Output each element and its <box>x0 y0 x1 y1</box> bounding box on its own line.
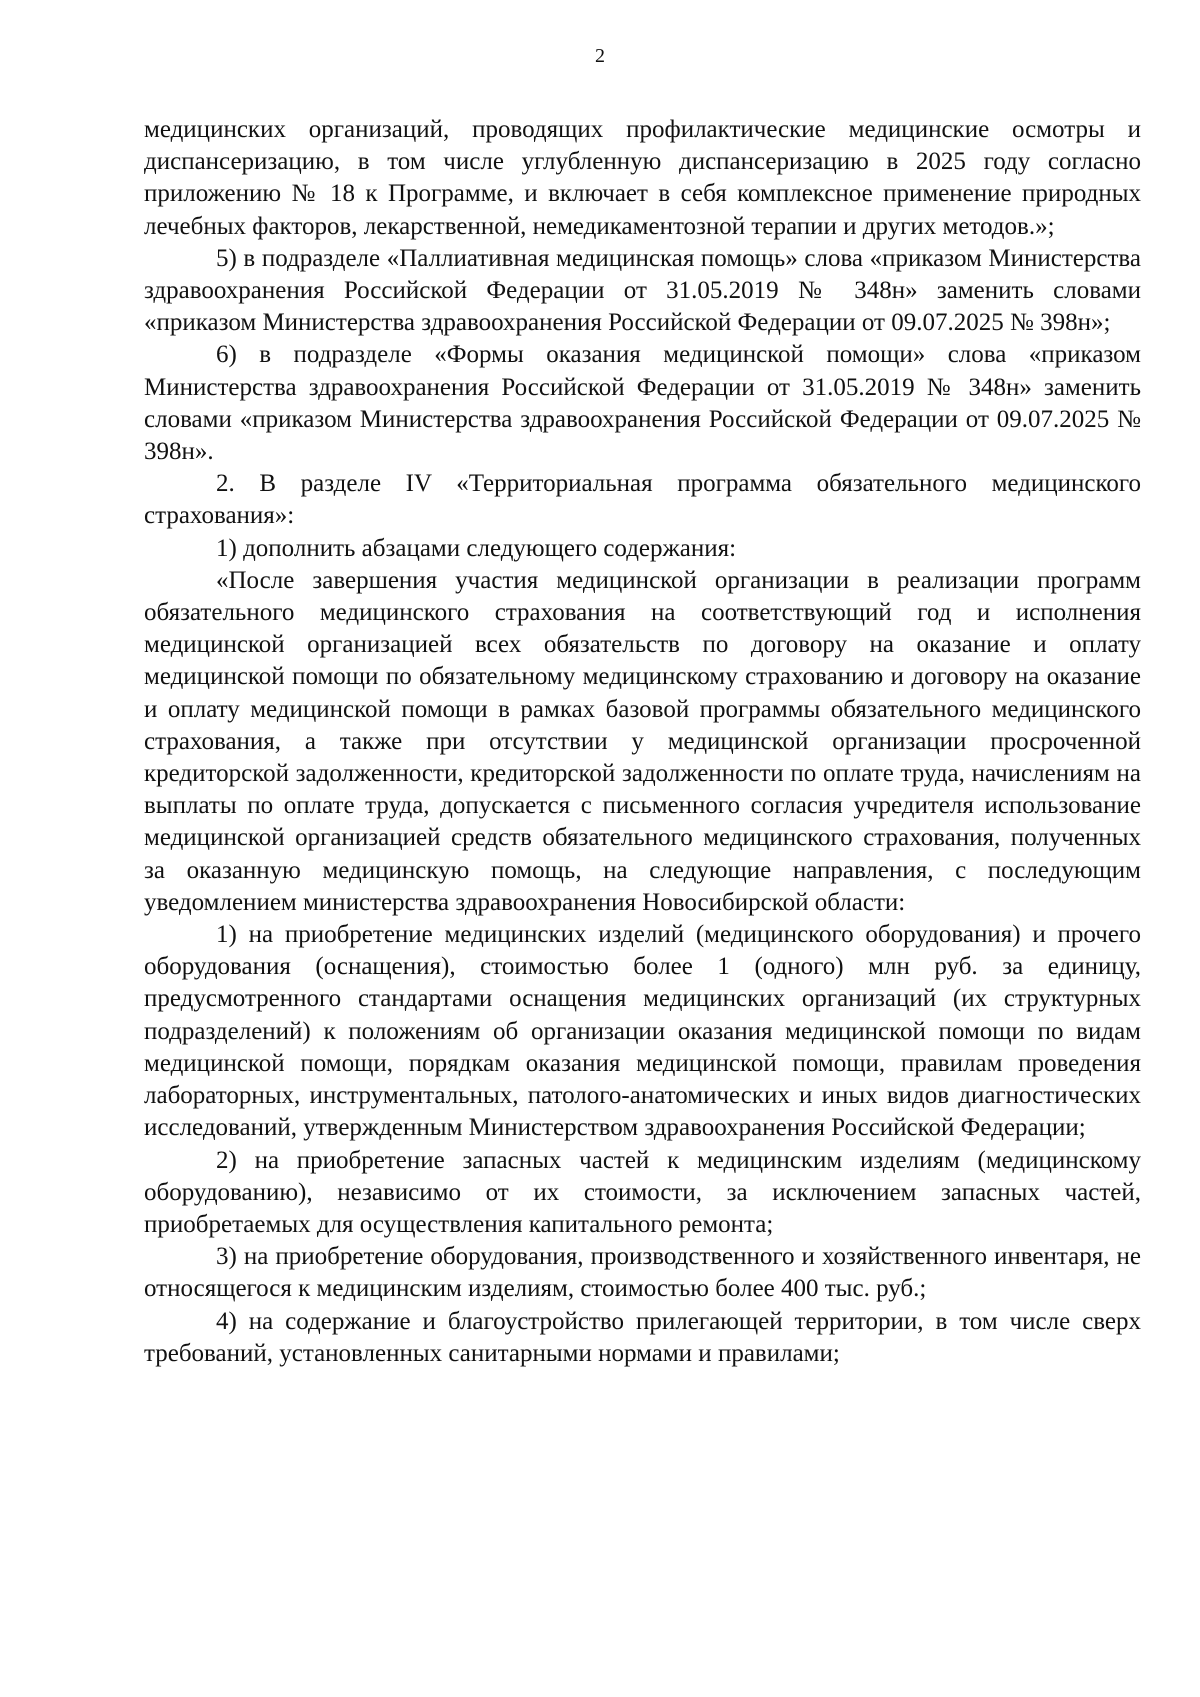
paragraph-quoted-intro: «После завершения участия медицинской организации в реализации программ обязательного медицинского страхования на соответствующий год и исполнения медицинской организацией всех обязательств по договору на оказание и оплату медицинской помощи по обязательному медицинскому страхованию и договору на оказание и оплату медицинской помощи в рамках базовой программы обязательного медицинского страхования, а также при отсутствии у медицинской организации просроченной кредиторской задолженности, кредиторской задолженности по оплате труда, начислениям на выплаты по оплате труда, допускается с письменного согласия учредителя использование медицинской организацией средств обязательного медицинского страхования, полученных за оказанную медицинскую помощь, на следующие направления, с последующим уведомлением министерства здравоохранения Новосибирской области: <box>144 566 1141 916</box>
document-body <box>144 114 1141 1370</box>
paragraph-continuation: медицинских организаций, проводящих профилактические медицинские осмотры и диспансеризацию, в том числе углубленную диспансеризацию в 2025 году согласно приложению № 18 к Программе, и включает в себя комплексное применение природных лечебных факторов, лекарственной, немедикаментозной терапии и других методов.»; <box>144 116 1141 240</box>
paragraph-item-5-palliative: 5) в подразделе «Паллиативная медицинская помощь» слова «приказом Министерства здравоохранения Российской Федерации от 31.05.2019 № 348н» заменить словами «приказом Министерства здравоохранения Российской Федерации от 09.07.2025 № 398н»; <box>144 244 1141 337</box>
list-item-4-territory: 4) на содержание и благоустройство прилегающей территории, в том числе сверх требований, установленных санитарными нормами и правилами; <box>144 1307 1141 1367</box>
page-number: 2 <box>595 45 605 67</box>
paragraph-item-6-forms: 6) в подразделе «Формы оказания медицинской помощи» слова «приказом Министерства здравоохранения Российской Федерации от 31.05.2019 № 348н» заменить словами «приказом Министерства здравоохранения Российской Федерации от 09.07.2025 № 398н». <box>144 341 1141 466</box>
list-item-1-medical-equipment: 1) на приобретение медицинских изделий (медицинского оборудования) и прочего оборудования (оснащения), стоимостью более 1 (одного) млн руб. за единицу, предусмотренного стандартами оснащения медицинских организаций (их структурных подразделений) к положениям об организации оказания медицинской помощи по видам медицинской помощи, порядкам оказания медицинской помощи, правилам проведения лабораторных, инструментальных, патолого-анатомических и иных видов диагностических исследований, утвержденным Министерством здравоохранения Российской Федерации; <box>144 921 1141 1142</box>
paragraph-item-1-supplement: 1) дополнить абзацами следующего содержания: <box>216 534 737 562</box>
list-item-2-spare-parts: 2) на приобретение запасных частей к медицинским изделиям (медицинскому оборудованию), независимо от их стоимости, за исключением запасных частей, приобретаемых для осуществления капитального ремонта; <box>144 1146 1141 1238</box>
paragraph-section-iv-heading: 2. В разделе IV «Территориальная программа обязательного медицинского страхования»: <box>144 470 1141 530</box>
list-item-3-inventory: 3) на приобретение оборудования, производственного и хозяйственного инвентаря, не относящегося к медицинским изделиям, стоимостью более 400 тыс. руб.; <box>144 1243 1141 1303</box>
